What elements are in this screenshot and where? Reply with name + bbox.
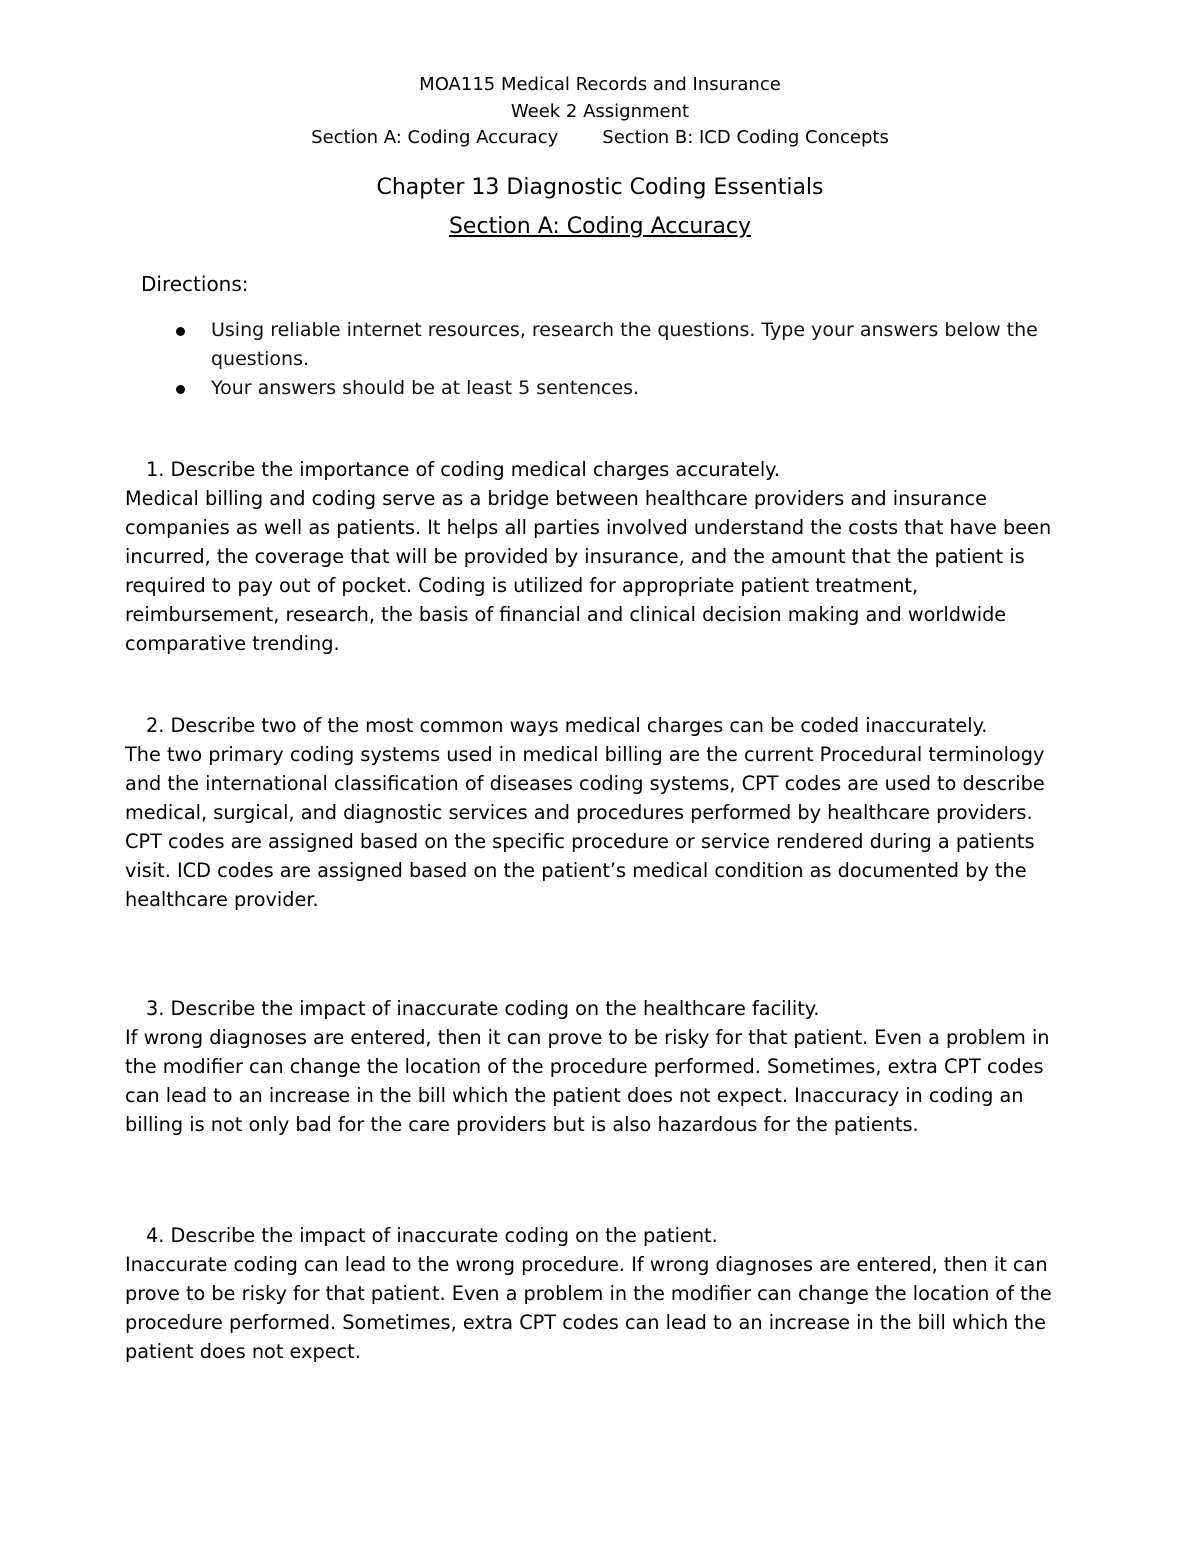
assignment-title: Week 2 Assignment <box>510 100 690 122</box>
directions-list <box>174 316 1074 403</box>
question-1 <box>125 455 1075 484</box>
question-number: 2. <box>146 714 165 737</box>
question-block-2 <box>125 711 1075 914</box>
question-block-3 <box>125 994 1075 1139</box>
answer-2: The two primary coding systems used in medical billing are the current Procedural terminology and the international classification of diseases coding systems, CPT codes are used to describe medical, surgical, and diagnostic services and procedures performed by healthcare providers. CPT codes are assigned based on the specific procedure or service rendered during a patients visit. ICD codes are assigned based on the patient’s medical condition as documented by the healthcare provider. <box>125 743 1045 911</box>
question-3 <box>125 994 1075 1023</box>
question-number: 1. <box>146 458 165 481</box>
course-title: MOA115 Medical Records and Insurance <box>419 74 781 95</box>
section-list <box>0 125 1200 152</box>
question-block-1 <box>125 455 1075 658</box>
question-block-4 <box>125 1221 1075 1366</box>
section-b-label: Section B: ICD Coding Concepts <box>602 127 889 148</box>
section-a-label: Section A: Coding Accuracy <box>311 127 559 148</box>
directions-label: Directions: <box>141 272 249 296</box>
question-4 <box>125 1221 1075 1250</box>
answer-1: Medical billing and coding serve as a bridge between healthcare providers and insurance companies as well as patients. It helps all parties involved understand the costs that have been incurred, the coverage that will be provided by insurance, and the amount that the patient is required to pay out of pocket. Coding is utilized for appropriate patient treatment, reimbursement, research, the basis of financial and clinical decision making and worldwide comparative trending. <box>125 487 1052 655</box>
section-title: Section A: Coding Accuracy <box>448 214 752 239</box>
directions-item: Using reliable internet resources, research the questions. Type your answers below the questions. <box>174 316 1074 374</box>
chapter-title: Chapter 13 Diagnostic Coding Essentials <box>376 175 824 200</box>
question-2 <box>125 711 1075 740</box>
question-text: Describe the importance of coding medical charges accurately. <box>170 458 780 481</box>
answer-3: If wrong diagnoses are entered, then it can prove to be risky for that patient. Even a problem in the modifier can change the location of the procedure performed. Sometimes, extra CPT codes can lead to an increase in the bill which the patient does not expect. Inaccuracy in coding an billing is not only bad for the care providers but is also hazardous for the patients. <box>125 1026 1050 1136</box>
question-number: 4. <box>146 1224 165 1247</box>
question-text: Describe the impact of inaccurate coding on the healthcare facility. <box>170 997 820 1020</box>
answer-4: Inaccurate coding can lead to the wrong procedure. If wrong diagnoses are entered, then it can prove to be risky for that patient. Even a problem in the modifier can change the location of the procedure performed. Sometimes, extra CPT codes can lead to an increase in the bill which the patient does not expect. <box>125 1253 1052 1363</box>
directions-item: Your answers should be at least 5 sentences. <box>174 374 1074 403</box>
question-number: 3. <box>146 997 165 1020</box>
question-text: Describe two of the most common ways medical charges can be coded inaccurately. <box>170 714 988 737</box>
document-header <box>0 72 1200 152</box>
question-text: Describe the impact of inaccurate coding on the patient. <box>170 1224 718 1247</box>
